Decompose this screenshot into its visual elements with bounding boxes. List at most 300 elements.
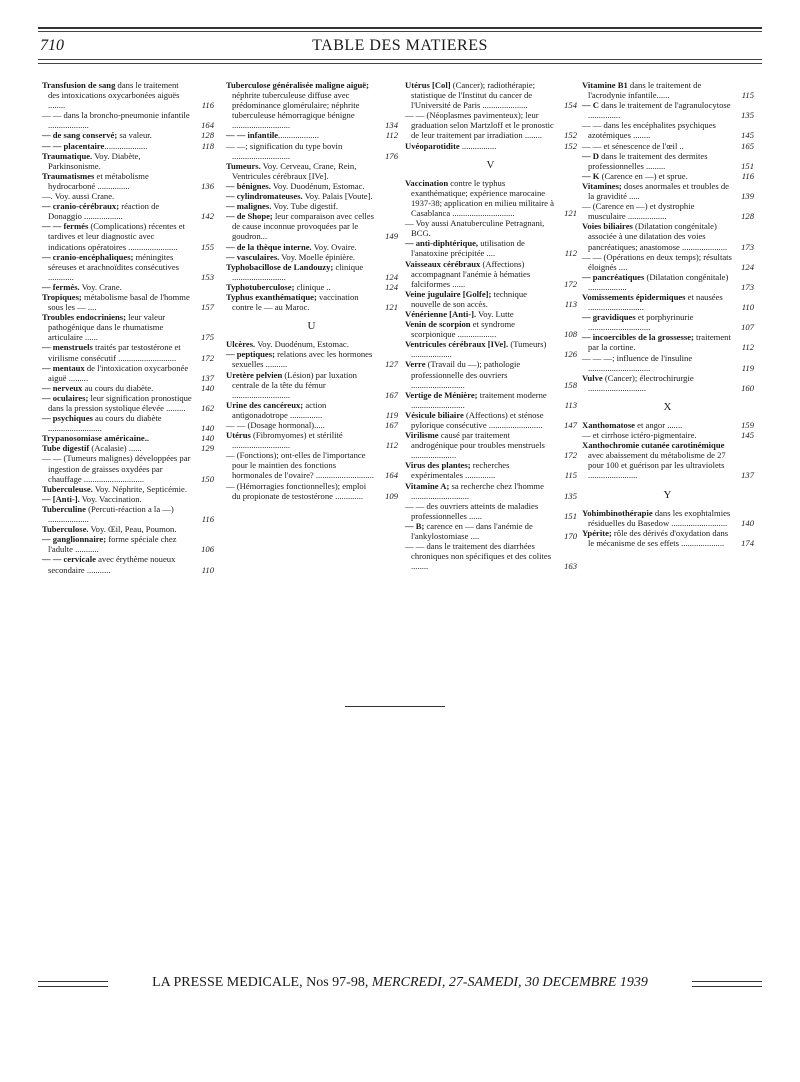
entry-text [42, 252, 179, 282]
entry-page-number: 167 [385, 389, 398, 400]
index-entry [42, 110, 214, 130]
entry-page-number: 140 [201, 382, 214, 393]
entry-text [42, 151, 141, 171]
entry-description: — Voy aussi Anatuberculine Petragnani, BCG. [405, 218, 545, 239]
index-entry [582, 141, 754, 151]
entry-text [582, 120, 716, 140]
index-entry [226, 161, 398, 181]
entry-text [42, 534, 176, 554]
entry-text [582, 272, 728, 292]
index-entry [582, 528, 754, 548]
entry-text [405, 80, 535, 110]
index-entry [226, 370, 398, 400]
entry-page-number: 116 [201, 514, 214, 525]
entry-headword: Utérus [Col] [405, 80, 451, 90]
entry-description: dans le traitement des dermites professionnelles ......... [588, 150, 708, 171]
entry-headword: — de la thèque interne. [226, 241, 312, 252]
entry-description: de l'intoxication oxycarbonée aiguë ......... [48, 362, 189, 383]
entry-headword: — ganglionnaire; [42, 534, 107, 545]
index-entry [405, 80, 577, 110]
entry-page-number: 121 [385, 302, 398, 313]
index-entry [226, 130, 398, 140]
footer-text [118, 975, 682, 991]
entry-headword: Yohimbinothérapie [582, 507, 653, 518]
index-column-2 [226, 80, 398, 501]
entry-page-number: 150 [201, 473, 214, 484]
entry-description: — —; signification du type bovin ........................... [226, 140, 343, 161]
entry-text [226, 430, 343, 450]
entry-description: néphrite tuberculeuse diffuse avec prédominance glomérulaire; néphrite tuberculeuse hémorragique bénigne ........................... [232, 90, 360, 131]
entry-page-number: 139 [741, 191, 754, 202]
entry-text [582, 201, 694, 221]
entry-description: Voy. Tube digestif. [271, 201, 339, 212]
entry-text [405, 289, 527, 309]
index-entry [405, 521, 577, 541]
entry-text [405, 141, 496, 151]
index-entry [582, 252, 754, 272]
entry-headword: Traumatique. [42, 150, 93, 161]
entry-headword: Ventricules cérébraux [IVe]. [405, 339, 509, 350]
entry-page-number: 124 [741, 261, 754, 272]
index-entry [582, 181, 754, 201]
entry-text [405, 178, 554, 218]
footer-issue: Nos 97-98, [306, 975, 369, 990]
entry-headword: Xanthochromie cutanée carotinémique [582, 440, 725, 451]
entry-text [226, 191, 373, 201]
entry-page-number: 160 [741, 382, 754, 393]
entry-headword: — de Shope; [226, 211, 273, 222]
entry-description: avec abaissement du métabolisme de 27 pour 100 et guérison par les ultraviolets ....................... [588, 450, 726, 481]
entry-description: doses anormales et troubles de la gravidité ..... [588, 180, 729, 202]
entry-description: au cours du diabète. [82, 382, 154, 393]
entry-page-number: 113 [564, 298, 577, 309]
entry-text [226, 481, 366, 501]
entry-headword: — C [582, 100, 599, 111]
index-entry [42, 443, 214, 453]
entry-page-number: 135 [741, 110, 754, 121]
entry-text [42, 201, 159, 221]
index-entry [42, 221, 214, 251]
entry-text [582, 332, 731, 352]
entry-page-number: 109 [385, 490, 398, 501]
entry-text [42, 494, 142, 504]
index-entry [226, 242, 398, 252]
entry-description: relations avec les hormones sexuelles .......... [232, 349, 373, 370]
entry-description: (Percuti-réaction a la —) ................... [48, 503, 174, 525]
entry-page-number: 124 [385, 281, 398, 292]
entry-headword: — — cervicale [42, 554, 96, 565]
entry-description: leur valeur pathogénique dans le rhumatisme articulaire ...... [48, 312, 166, 343]
entry-description: vaccination contre le — au Maroc. [232, 291, 359, 313]
entry-description: (Affections) accompagnant l'anémie à hématies falciformes ...... [411, 258, 531, 289]
entry-description: — (Hémorragies fonctionnelles); emploi du propionate de testostérone ............. [226, 480, 367, 501]
entry-page-number: 147 [564, 420, 577, 430]
entry-text [42, 393, 192, 413]
index-entry [226, 141, 398, 161]
footer-date: MERCREDI, 27-SAMEDI, 30 DECEMBRE 1939 [371, 975, 648, 990]
entry-page-number: 127 [385, 359, 398, 370]
entry-description: action antigonadotrope ............... [232, 399, 327, 420]
entry-headword: Vitamine A; [405, 480, 450, 491]
index-entry [405, 460, 577, 480]
index-entry [582, 272, 754, 292]
entry-text [226, 292, 359, 312]
entry-headword: Utérus [226, 430, 251, 441]
index-entry [405, 481, 577, 501]
entry-headword: Venin de scorpion [405, 319, 471, 330]
index-entry [42, 141, 214, 151]
entry-description: (Acalasie) ...... [89, 443, 142, 454]
entry-description: — et cirrhose ictéro-pigmentaire. [582, 430, 697, 441]
entry-headword: Vitamines; [582, 180, 622, 191]
entry-page-number: 137 [201, 372, 214, 383]
entry-headword: Tuberculose. [42, 524, 89, 535]
entry-text [405, 309, 514, 319]
entry-description: — (Fonctions); ont-elles de l'importance pour le maintien des fonctions hormonales de l'ovaire? ........................... [226, 450, 374, 481]
entry-headword: Typhobacillose de Landouzy; [226, 261, 334, 272]
entry-headword: Vaisseaux cérébraux [405, 258, 481, 269]
index-entry [42, 504, 214, 524]
index-entry [226, 252, 398, 262]
entry-headword: — de sang conservé; [42, 130, 118, 141]
page-number: 710 [40, 37, 64, 54]
entry-text [582, 221, 727, 251]
entry-description: (Fibromyomes) et stérilité ........................... [232, 430, 343, 451]
entry-text [582, 430, 697, 440]
entry-page-number: 110 [741, 302, 754, 313]
entry-headword: — gravidiques [582, 312, 636, 323]
index-entry [582, 100, 754, 120]
entry-text [582, 440, 726, 480]
entry-page-number: 173 [741, 281, 754, 292]
entry-page-number: 124 [385, 271, 398, 282]
entry-text [226, 181, 365, 191]
index-entry [405, 289, 577, 309]
entry-text [405, 218, 544, 238]
entry-text [582, 252, 732, 272]
entry-text [405, 339, 546, 359]
index-entry [42, 554, 214, 574]
entry-page-number: 175 [201, 332, 214, 343]
entry-description: — — des ouvriers atteints de maladies professionnelles ...... [405, 500, 539, 521]
entry-page-number: 112 [564, 248, 577, 259]
entry-description: et angor ....... [635, 420, 683, 430]
entry-text [42, 342, 181, 362]
entry-text [582, 171, 688, 181]
index-entry [42, 80, 214, 110]
entry-description: —. Voy. aussi Crane. [42, 191, 115, 202]
index-entry [226, 339, 398, 349]
index-entry [42, 292, 214, 312]
entry-description: et porphyrinurie ............................. [588, 312, 694, 333]
entry-description: — — dans les encéphalites psychiques azotémiques ........ [582, 120, 716, 141]
entry-page-number: 107 [741, 322, 754, 333]
entry-page-number: 151 [564, 510, 577, 521]
entry-headword: — — placentaire [42, 140, 105, 151]
entry-headword: Xanthomatose [582, 420, 635, 430]
entry-text [42, 363, 188, 383]
entry-headword: Tumeurs. [226, 160, 261, 171]
entry-text [582, 528, 728, 548]
entry-page-number: 165 [741, 140, 754, 151]
entry-headword: Trypanosomiase américaine.. [42, 433, 150, 444]
entry-headword: Vertige de Ménière; [405, 389, 478, 400]
entry-page-number: 158 [564, 379, 577, 390]
entry-text [226, 141, 342, 161]
entry-text [42, 292, 190, 312]
entry-description: — (Carence en —) et dystrophie musculaire .................. [582, 201, 695, 222]
footer-rule-right [692, 981, 762, 987]
entry-headword: Vénérienne [Anti-]. [405, 308, 477, 319]
entry-description: Voy. Ovaire. [311, 241, 357, 252]
entry-description: — — (Néoplasmes pavimenteux); leur graduation selon Martzloff et le pronostic de leur traitement par irradiation ........ [405, 110, 554, 141]
entry-text [42, 484, 187, 494]
entry-headword: — mentaux [42, 362, 85, 373]
index-entry [405, 218, 577, 238]
entry-headword: Voies biliaires [582, 221, 633, 232]
entry-text [226, 420, 325, 430]
entry-headword: — bénignes. [226, 180, 271, 191]
index-entry [42, 312, 214, 342]
entry-text [42, 504, 174, 524]
index-entry [405, 259, 577, 289]
entry-description: — — —; influence de l'insuline ............................. [582, 352, 693, 373]
entry-headword: Ulcères. [226, 339, 256, 350]
index-entry [582, 420, 754, 430]
entry-description: Voy. Duodénum, Estomac. [255, 339, 349, 350]
entry-text [42, 443, 142, 453]
index-entry [42, 151, 214, 171]
entry-description: traités par testostérone et virilisme consécutif ........................... [48, 342, 181, 363]
section-letter: X [663, 400, 673, 413]
index-entry [42, 534, 214, 554]
entry-text [226, 130, 319, 140]
index-entry [582, 171, 754, 181]
entry-headword: Transfusion de sang [42, 80, 116, 90]
entry-page-number: 152 [564, 130, 577, 141]
entry-headword: Ypérite; [582, 527, 612, 538]
entry-text [226, 339, 349, 349]
index-entry [42, 413, 214, 433]
index-entry [405, 430, 577, 460]
index-entry [405, 541, 577, 571]
entry-text [582, 373, 694, 393]
entry-description: .................... [104, 140, 148, 151]
entry-text [42, 282, 122, 292]
index-entry [405, 390, 577, 410]
entry-description: Voy. Crane. [79, 281, 122, 292]
entry-headword: — oculaires; [42, 392, 89, 403]
index-entry [42, 393, 214, 413]
entry-headword: — anti-diphtérique, [405, 238, 479, 249]
entry-description: causé par traitement androgénique pour troubles menstruels ..................... [411, 430, 545, 461]
entry-text [405, 390, 547, 410]
index-entry [226, 349, 398, 369]
entry-text [226, 252, 355, 262]
entry-page-number: 173 [741, 241, 754, 252]
index-entry [226, 292, 398, 312]
index-entry [42, 201, 214, 221]
entry-description: sa valeur. [117, 130, 152, 141]
entry-description: — — (Dosage hormonal)..... [226, 420, 325, 430]
entry-description: carence en — dans l'anémie de l'ankylostomiase .... [411, 520, 533, 542]
top-rule [38, 27, 762, 29]
entry-description: Voy. Duodénum, Estomac. [270, 180, 365, 191]
entry-page-number: 149 [385, 231, 398, 242]
entry-description: et nausées .......................... [588, 291, 723, 313]
entry-page-number: 129 [201, 443, 214, 454]
entry-text [42, 383, 153, 393]
entry-text [226, 349, 372, 369]
index-entry [42, 342, 214, 362]
entry-description: technique nouvelle de son accès. [411, 288, 527, 309]
entry-description: — — (Opérations en deux temps); résultats éloignés .... [582, 251, 732, 272]
entry-text [405, 319, 515, 339]
entry-description: ................ [459, 140, 497, 151]
entry-description: Voy. Palais [Voute]. [302, 191, 373, 202]
entry-headword: Uvéoparotidite [405, 140, 460, 151]
entry-description: (Dilatation congénitale) associée à une dilatation des voies pancréatiques; anastomose ..................... [588, 221, 728, 252]
index-entry [42, 383, 214, 393]
entry-headword: Uretère pelvien [226, 369, 283, 380]
index-entry [226, 400, 398, 420]
entry-headword: Tropiques; [42, 291, 82, 302]
entry-description: réaction de Donaggio .................. [48, 201, 160, 222]
entry-page-number: 128 [741, 211, 754, 222]
entry-headword: Typhotuberculose; [226, 281, 295, 292]
entry-text [42, 433, 149, 443]
entry-description: (Cancer); radiothérapie; statistique de l'Institut du cancer de l'Université de Paris ..................... [411, 80, 536, 111]
entry-text [582, 312, 694, 332]
index-entry [405, 178, 577, 218]
entry-text [42, 312, 165, 342]
entry-headword: — cylindromateuses. [226, 191, 303, 202]
entry-page-number: 151 [741, 160, 754, 171]
entry-headword: — fermés. [42, 281, 80, 292]
entry-page-number: 140 [201, 433, 214, 444]
entry-headword: — nerveux [42, 382, 83, 393]
entry-text [42, 524, 177, 534]
entry-headword: — cranio-cérébraux; [42, 201, 120, 212]
index-entry [582, 440, 754, 480]
top-rule-inner [38, 31, 762, 32]
index-entry [226, 420, 398, 430]
entry-page-number: 119 [385, 409, 398, 420]
index-entry [226, 80, 398, 130]
index-entry [226, 430, 398, 450]
entry-text [42, 453, 190, 483]
entry-page-number: 154 [564, 100, 577, 111]
entry-description: ................... [278, 130, 319, 141]
index-entry [42, 191, 214, 201]
entry-text [582, 151, 708, 171]
entry-text [42, 191, 114, 201]
entry-page-number: 119 [741, 362, 754, 373]
entry-headword: Vaccination [405, 177, 449, 188]
index-entry [42, 524, 214, 534]
entry-description: sa recherche chez l'homme ........................... [411, 480, 544, 501]
entry-headword: Virilisme [405, 430, 439, 441]
section-separator [345, 706, 445, 707]
index-entry [405, 110, 577, 140]
entry-headword: — K [582, 170, 600, 181]
index-entry [582, 292, 754, 312]
entry-description: leur signification pronostique dans la pression systolique élevée ......... [48, 392, 192, 413]
index-entry [42, 453, 214, 483]
entry-description: rôle des dérivés d'oxydation dans le mécanisme de ses effets .................... [588, 527, 729, 548]
entry-description: Voy. Œil, Peau, Poumon. [88, 524, 177, 535]
index-entry [42, 484, 214, 494]
entry-text [226, 450, 374, 480]
entry-page-number: 112 [741, 342, 754, 353]
entry-page-number: 172 [201, 352, 214, 363]
entry-description: traitement par la cortine. [588, 332, 731, 353]
index-entry [42, 363, 214, 383]
entry-page-number: 163 [564, 561, 577, 572]
entry-description: dans le traitement de l'acrodynie infantile...... [588, 80, 702, 101]
entry-description: et métabolisme hydrocarboné ............... [48, 170, 149, 191]
entry-page-number: 174 [741, 537, 754, 548]
index-entry [405, 141, 577, 151]
entry-description: — — dans la broncho-pneumonie infantile ................... [42, 110, 190, 131]
entry-page-number: 106 [201, 544, 214, 555]
entry-page-number: 113 [564, 399, 577, 410]
entry-text [582, 508, 730, 528]
entry-page-number: 115 [564, 470, 577, 481]
index-column-4 [582, 80, 754, 548]
entry-description: — — et sénescence de l'œil .. [582, 140, 684, 151]
index-entry [226, 450, 398, 480]
entry-description: Voy. Cerveau, Crane, Rein, Ventricules cérébraux [IVe]. [232, 160, 357, 181]
entry-description: recherches expérimentales .............. [411, 460, 510, 481]
entry-page-number: 159 [741, 420, 754, 430]
index-entry [226, 181, 398, 191]
entry-headword: — cranio-encéphaliques; [42, 251, 134, 262]
entry-headword: — B; [405, 520, 425, 531]
entry-description: et syndrome scorpionique .................. [411, 319, 515, 340]
entry-page-number: 167 [385, 420, 398, 430]
entry-page-number: 137 [741, 470, 754, 481]
entry-page-number: 172 [564, 450, 577, 461]
entry-text [405, 541, 551, 571]
section-letter: U [307, 320, 317, 333]
entry-text [42, 141, 147, 151]
header-rule [38, 59, 762, 60]
index-entry [582, 373, 754, 393]
entry-text [582, 420, 682, 430]
index-entry [405, 319, 577, 339]
entry-description: (Lésion) par luxation centrale de la tête du fémur ........................... [232, 369, 357, 400]
entry-description: dans les exophtalmies résiduelles du Basedow .......................... [588, 507, 731, 528]
entry-text [405, 501, 538, 521]
entry-headword: Troubles endocriniens; [42, 312, 126, 323]
entry-description: au cours du diabète ......................... [48, 413, 162, 434]
entry-headword: — [Anti-]. [42, 493, 80, 504]
entry-headword: — incoercibles de la grossesse; [582, 332, 694, 343]
entry-headword: Tuberculose généralisée maligne aiguë; [226, 80, 369, 90]
entry-text [42, 171, 149, 191]
index-entry [42, 433, 214, 443]
index-entry [582, 430, 754, 440]
entry-description: Voy. Moelle épinière. [279, 251, 356, 262]
entry-page-number: 162 [201, 403, 214, 413]
entry-text [226, 400, 326, 420]
entry-description: forme spéciale chez l'adulte ........... [48, 534, 177, 555]
entry-headword: — malignes. [226, 201, 272, 212]
entry-headword: Tuberculine [42, 503, 86, 514]
entry-page-number: 176 [385, 150, 398, 161]
entry-description: méningites séreuses et arachnoïdites consécutives ............ [48, 251, 180, 282]
